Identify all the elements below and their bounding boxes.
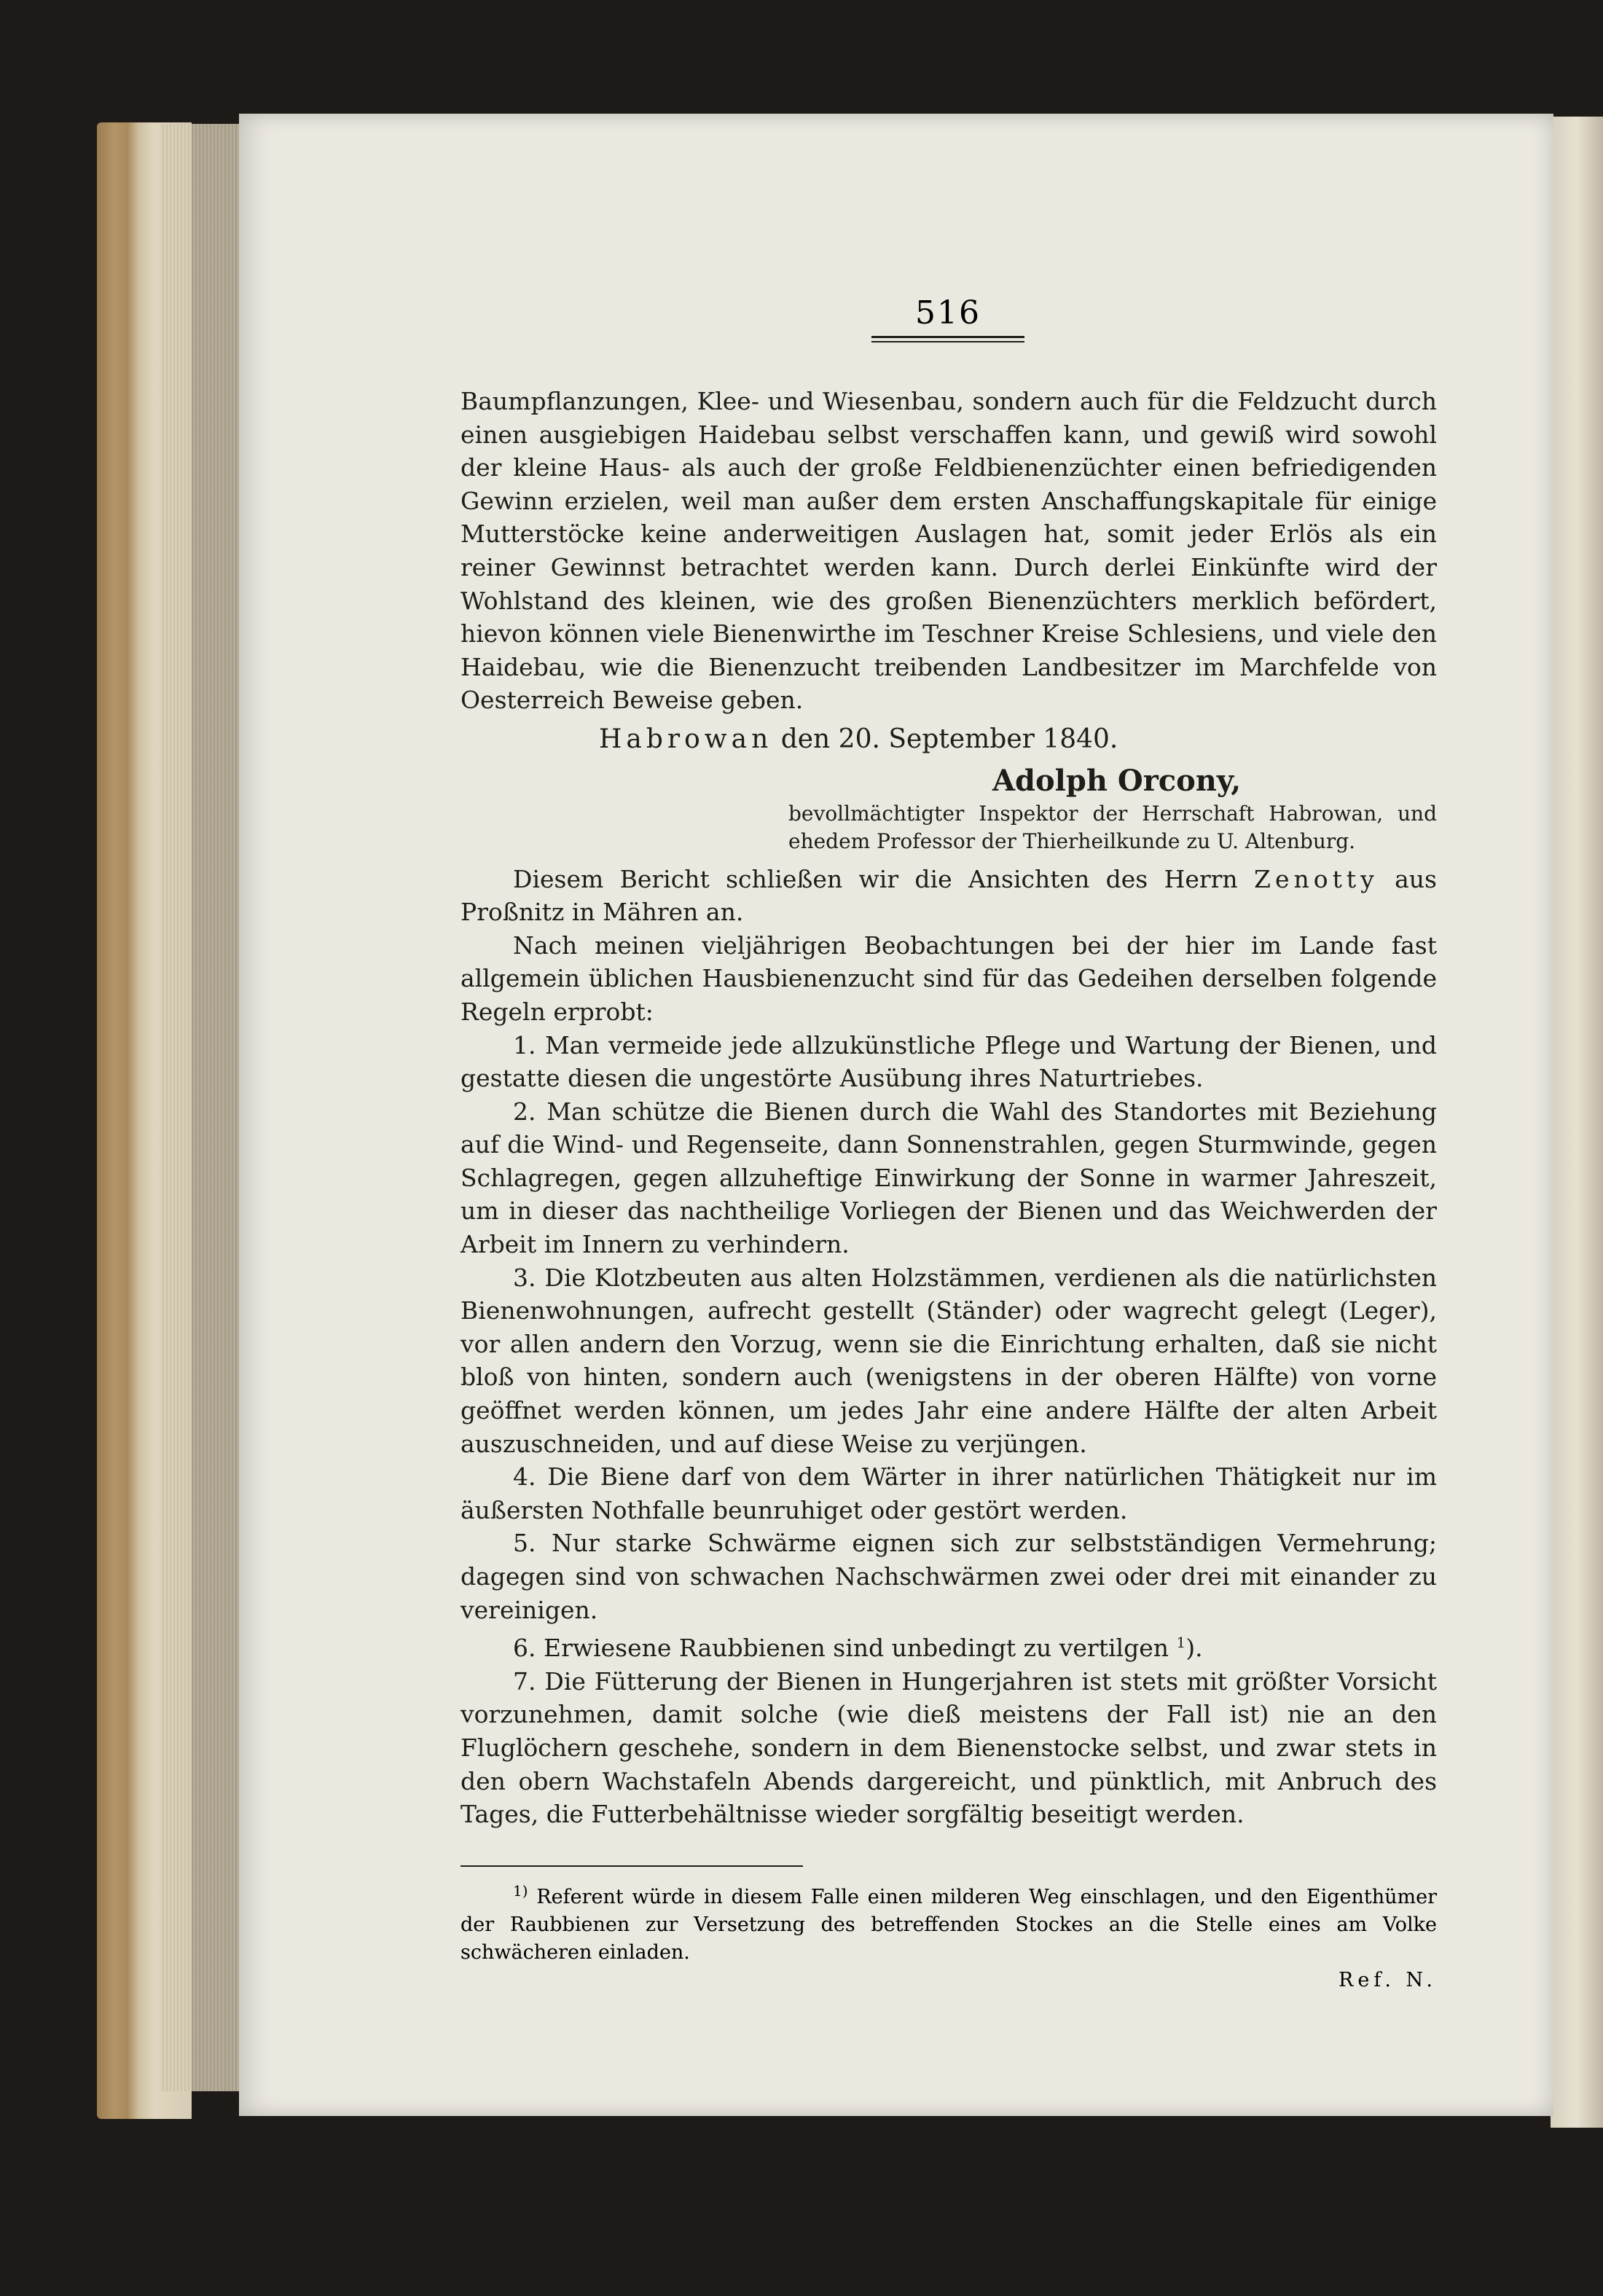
main-text (460, 385, 1437, 1831)
opening-paragraph: Baumpflanzungen, Klee- und Wiesenbau, sondern auch für die Feldzucht durch einen ausgiebigen Haidebau selbst verschaffen kann, und gewiß wird sowohl der kleine Haus- als auch der große Feldbienenzüchter einen befriedigenden Gewinn erzielen, weil man außer dem ersten Anschaffungskapitale für einige Mutterstöcke keine anderweitigen Auslagen hat, somit jeder Erlös als ein reiner Gewinnst betrachtet werden kann. Durch derlei Einkünfte wird der Wohlstand des kleinen, wie des großen Bienenzüchters merklich befördert, hievon können viele Bienenwirthe im Teschner Kreise Schlesiens, und viele den Haidebau, wie die Bienenzucht treibenden Landbesitzer im Marchfelde von Oesterreich Beweise geben. (460, 387, 1437, 715)
intro-name: Zenotty (1254, 864, 1379, 893)
footnote-reference: 1 (1176, 1634, 1186, 1652)
facing-page-edge (1551, 117, 1603, 2128)
rule-6 (460, 1626, 1437, 1665)
rule-2: 2. Man schütze die Bienen durch die Wahl des Standortes mit Beziehung auf die Wind- und Regenseite, dann Sonnenstrahlen, gegen Sturmwinde, gegen Schlagregen, gegen allzuheftige Einwirkung der Sonne in warmer Jahreszeit, um in dieser das nachtheilige Vorliegen der Bienen und das Weichwerden der Arbeit im Innern zu verhindern. (460, 1097, 1437, 1259)
lead-paragraph: Nach meinen vieljährigen Beobachtungen bei der hier im Lande fast allgemein üblichen Hausbienenzucht sind für das Gedeihen derselben folgende Regeln erprobt: (460, 930, 1437, 1026)
author-credentials: bevollmächtigter Inspektor der Herrschaft Habrowan, und ehedem Professor der Thierheilkunde zu U. Altenburg. (788, 801, 1437, 853)
page-number: 516 (915, 294, 981, 332)
page-number-block (871, 294, 1024, 342)
rule-3: 3. Die Klotzbeuten aus alten Holzstämmen, verdienen als die natürlichsten Bienenwohnungen, aufrecht gestellt (Ständer) oder wagrecht gelegt (Leger), vor allen andern den Vorzug, wenn sie die Einrichtung erhalten, daß sie nicht bloß von hinten, sondern auch (wenigstens in der oberen Hälfte) von vorne geöffnet werden können, um jedes Jahr eine andere Hälfte der alten Arbeit auszuschneiden, und auf diese Weise zu verjüngen. (460, 1263, 1437, 1458)
intro-before: Diesem Bericht schließen wir die Ansichten des Herrn (513, 864, 1238, 893)
footnote-marker: 1) (513, 1882, 528, 1900)
rule-4: 4. Die Biene darf von dem Wärter in ihrer natürlichen Thätigkeit nur im äußersten Nothfalle beunruhiget oder gestört werden. (460, 1462, 1437, 1524)
footnote-signature-line (460, 1967, 1437, 1994)
rule-6-text: 6. Erwiesene Raubbienen sind unbedingt zu vertilgen (513, 1634, 1169, 1663)
footnote (460, 1877, 1437, 1994)
rule-7: 7. Die Fütterung der Bienen in Hungerjahren ist stets mit größter Vorsicht vorzunehmen, damit solche (wie dieß meistens der Fall ist) nie an den Fluglöchern geschehe, sondern in dem Bienenstocke selbst, und zwar stets in den obern Wachstafeln Abends dargereicht, und pünktlich, mit Anbruch des Tages, die Futterbehältnisse wieder sorgfältig beseitigt werden. (460, 1666, 1437, 1829)
rule-1: 1. Man vermeide jede allzukünstliche Pflege und Wartung der Bienen, und gestatte diesen die ungestörte Ausübung ihres Naturtriebes. (460, 1030, 1437, 1093)
rule-5: 5. Nur starke Schwärme eignen sich zur selbstständigen Vermehrung; dagegen sind von schwachen Nachschwärmen zwei oder drei mit einander zu vereinigen. (460, 1529, 1437, 1624)
intro-paragraph (460, 863, 1437, 929)
footnote-signature: Ref. N. (1339, 1969, 1437, 1991)
page-number-rule-thin (871, 341, 1024, 342)
footnote-text: Referent würde in diesem Falle einen milderen Weg einschlagen, und den Eigenthümer der Raubbienen zur Versetzung des betreffenden Stockes an die Stelle eines am Volke schwächeren einladen. (460, 1886, 1437, 1964)
book-page-edges-texture (160, 124, 240, 2091)
page-number-rule (871, 336, 1024, 338)
dateline-place: Habrowan (599, 724, 773, 754)
rule-6-end: ). (1185, 1634, 1203, 1663)
footnote-body (460, 1877, 1437, 1967)
footnote-separator (460, 1865, 803, 1867)
intro-after: aus Proßnitz in Mähren an. (460, 864, 1437, 927)
author-signature: Adolph Orcony, (992, 763, 1242, 798)
dateline (460, 723, 1437, 756)
dateline-date: den 20. September 1840. (780, 724, 1118, 754)
